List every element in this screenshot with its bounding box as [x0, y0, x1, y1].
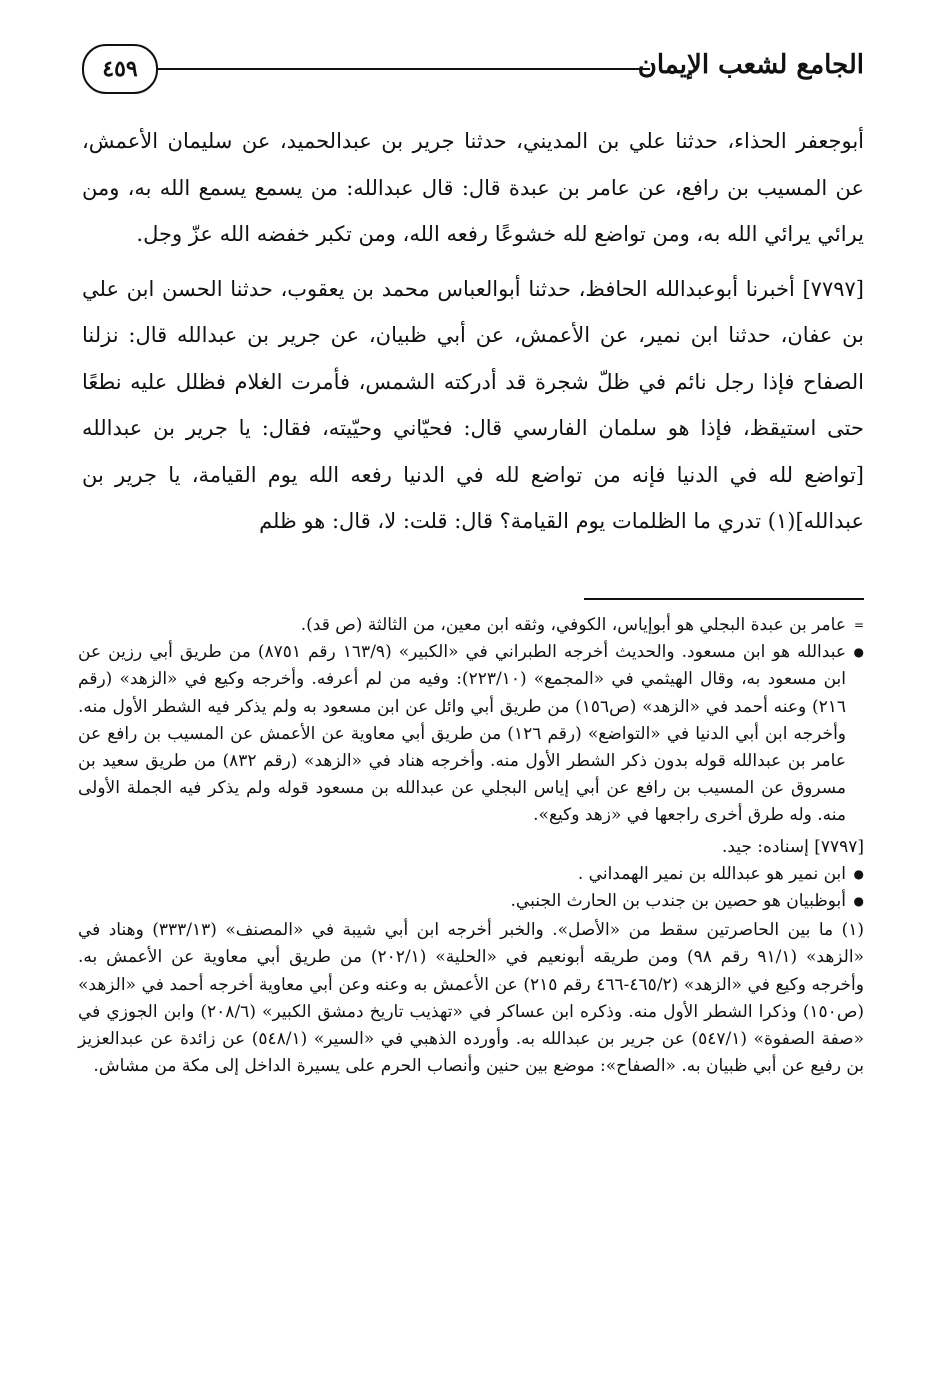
- header-rule: [158, 68, 650, 70]
- footnotes: [78, 612, 864, 1080]
- footnote-one: (١) ما بين الحاصرتين سقط من «الأصل». والخبر أخرجه ابن أبي شيبة في «المصنف» (٣٣٣/١٣) وهناد في «الزهد» (٩١/١ رقم ٩٨) ومن طريقه أبونعيم في «الحلية» (٢٠٢/١) من طريق أبي معاوية عن الأعمش به. وأخرجه وكيع في «الزهد» (٤٦٥/٢-٤٦٦ رقم ٢١٥) عن الأعمش به وعنه وعن أبي معاوية أخرجه أحمد في «الزهد» (ص١٥٠) وذكرا الشطر الأول منه. وذكره ابن عساكر في «تهذيب تاريخ دمشق الكبير» (٢٠٨/٦) وابن الجوزي في «صفة الصفوة» (٥٤٧/١) عن جرير بن عبدالله به. وأورده الذهبي في «السير» (٥٤٨/١) عن زائدة عن عبدالعزيز بن رفيع عن أبي ظبيان به. «الصفاح»: موضع بين حنين وأنصاب الحرم على يسيرة الداخل إلى مكة من مشاش.: [78, 920, 865, 1077]
- isnad-heading: [٧٧٩٧] إسناده: جيد.: [721, 836, 864, 857]
- page-header: [82, 40, 864, 102]
- running-title: الجامع لشعب الإيمان: [637, 50, 864, 80]
- main-paragraph: [٧٧٩٧] أخبرنا أبوعبدالله الحافظ، حدثنا أبوالعباس محمد بن يعقوب، حدثنا الحسن ابن علي بن عفان، حدثنا ابن نمير، عن الأعمش، عن أبي ظبيان، عن جرير بن عبدالله قال: نزلنا الصفاح فإذا رجل نائم في ظلّ شجرة قد أدركته الشمس، فأمرت الغلام فظلل عليه نطعًا حتى استيقظ، فإذا هو سلمان الفارسي قال: فحيّاني وحيّيته، فقال: يا جرير بن عبدالله [تواضع لله في الدنيا فإنه من تواضع لله في الدنيا رفعه الله يوم القيامة، يا جرير بن عبدالله](١) تدري ما الظلمات يوم القيامة؟ قال: قلت: لا، قال: هو ظلم: [82, 276, 864, 533]
- footnote-separator: [584, 598, 864, 600]
- page-number: ٤٥٩: [82, 44, 158, 94]
- footnote-bullet: ● ابن نمير هو عبدالله بن نمير الهمداني .: [78, 861, 864, 888]
- main-paragraph: أبوجعفر الحذاء، حدثنا علي بن المديني، حدثنا جرير بن عبدالحميد، عن سليمان الأعمش، عن المسيب بن رافع، عن عامر بن عبدة قال: قال عبدالله: من يسمع يسمع الله به، ومن يرائي يرائي الله به، ومن تواضع لله خشوعًا رفعه الله، ومن تكبر خفضه الله عزّ وجل.: [82, 129, 864, 246]
- footnote-bullet: ● أبوظبيان هو حصين بن جندب بن الحارث الجنبي.: [78, 888, 864, 915]
- footnote-bullet: = عامر بن عبدة البجلي هو أبوإياس، الكوفي، وثقه ابن معين، من الثالثة (ص قد).: [78, 612, 864, 639]
- main-text: [82, 118, 864, 553]
- footnote-bullet: ● عبدالله هو ابن مسعود. والحديث أخرجه الطبراني في «الكبير» (١٦٣/٩ رقم ٨٧٥١) من طريق أبي رزين عن ابن مسعود به، وقال الهيثمي في «المجمع» (٢٢٣/١٠): وفيه من لم أعرفه. وأخرجه وكيع في «الزهد» (رقم ٢١٦) وعنه أحمد في «الزهد» (ص١٥٦) من طريق أبي وائل عن ابن مسعود به ولم يذكر فيه الشطر الأول منه. وأخرجه ابن أبي الدنيا في «التواضع» (رقم ١٢٦) من طريق أبي معاوية عن الأعمش عن المسيب بن رافع عن عامر بن عبدالله قوله بدون ذكر الشطر الأول منه. وأخرجه هناد في «الزهد» (رقم ٨٣٢) من طريق سعيد بن مسروق عن المسيب بن رافع عن أبي إياس البجلي عن عبدالله بن مسعود قوله ولم يذكر فيه الجملة الأولى منه. وله طرق أخرى راجعها في «زهد وكيع».: [78, 639, 864, 829]
